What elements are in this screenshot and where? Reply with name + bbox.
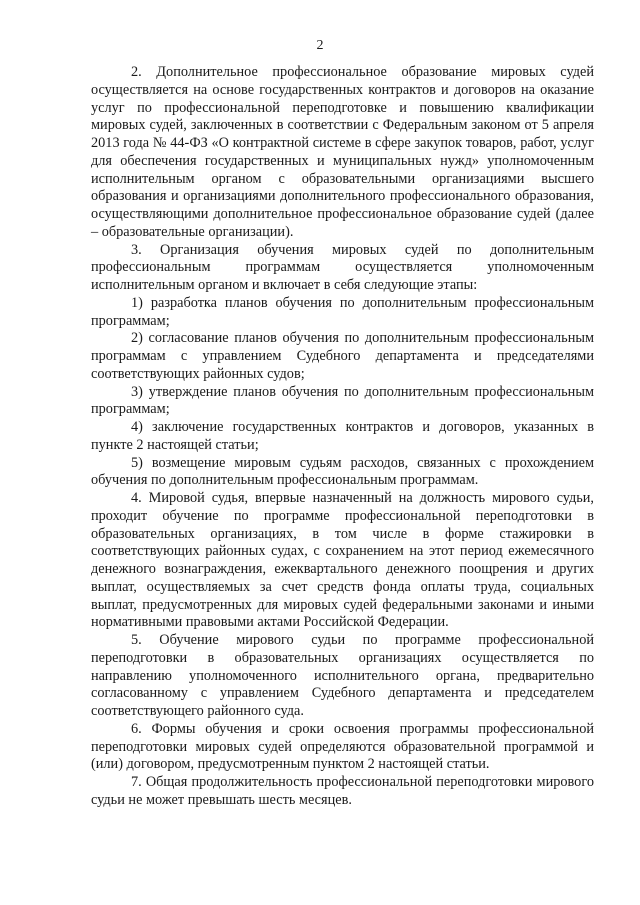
paragraph-item-7: 7. Общая продолжительность профессиональной переподготовки мирового судьи не может превышать шесть месяцев. — [91, 774, 594, 808]
paragraph-item-6: 6. Формы обучения и сроки освоения программы профессиональной переподготовки мировых судей определяются образовательной программой и (или) договором, предусмотренным пунктом 2 настоящей статьи. — [91, 720, 594, 773]
paragraph-item-5: 5. Обучение мирового судьи по программе профессиональной переподготовки в образовательных организациях осуществляется по направлению уполномоченного исполнительного органа, предварительно согласованному с управлением Судебного департамента и председателем соответствующего районного суда. — [91, 632, 594, 719]
paragraph-item-4: 4. Мировой судья, впервые назначенный на должность мирового судьи, проходит обучение по программе профессиональной переподготовки в образовательных организациях, в том числе в форме стажировки в соответствующих районных судах, с сохранением на этот период ежемесячного денежного вознаграждения, ежеквартального денежного поощрения и других выплат, осуществляемых за счет средств фонда оплаты труда, социальных выплат, предусмотренных для мировых судей федеральными законами и иными нормативными правовыми актами Российской Федерации. — [91, 490, 594, 631]
list-item-stage-3: 3) утверждение планов обучения по дополнительным профессиональным программам; — [91, 383, 594, 418]
paragraph-item-3: 3. Организация обучения мировых судей по дополнительным профессиональным программам осуществляется уполномоченным исполнительным органом и включает в себя следующие этапы: — [91, 241, 594, 293]
list-item-stage-5: 5) возмещение мировым судьям расходов, связанных с прохождением обучения по дополнительным профессиональным программам. — [91, 454, 594, 489]
paragraph-item-2: 2. Дополнительное профессиональное образование мировых судей осуществляется на основе государственных контрактов и договоров на оказание услуг по профессиональной переподготовке и повышению квалификации мировых судей, заключенных в соответствии с Федеральным законом от 5 апреля 2013 года № 44-ФЗ «О контрактной системе в сфере закупок товаров, работ, услуг для обеспечения государственных и муниципальных нужд» уполномоченным исполнительным органом с образовательными организациями высшего образования и организациями дополнительного профессионального образования, осуществляющими дополнительное профессиональное образование судей (далее – образовательные организации). — [91, 64, 594, 240]
list-item-stage-1: 1) разработка планов обучения по дополнительным профессиональным программам; — [91, 294, 594, 329]
page-number: 2 — [316, 38, 324, 53]
list-item-stage-2: 2) согласование планов обучения по дополнительным профессиональным программам с управлением Судебного департамента и председателями соответствующих районных судов; — [91, 330, 594, 382]
list-item-stage-4: 4) заключение государственных контрактов и договоров, указанных в пункте 2 настоящей статьи; — [91, 419, 594, 453]
document-body — [91, 64, 594, 810]
